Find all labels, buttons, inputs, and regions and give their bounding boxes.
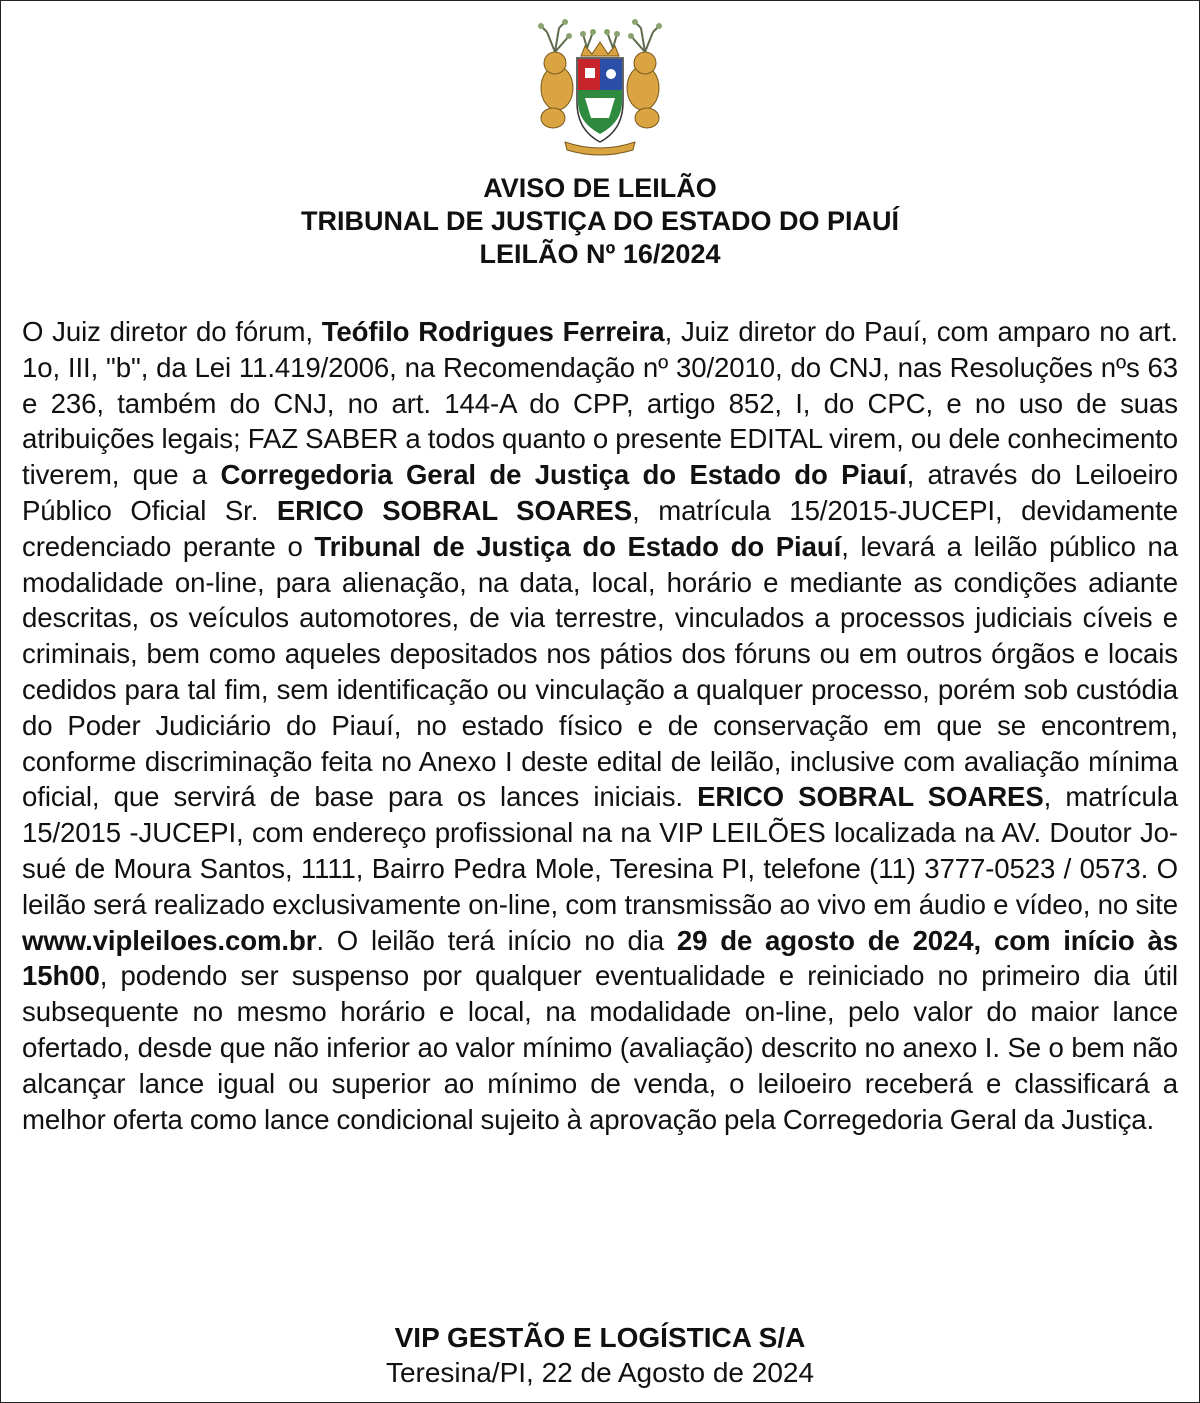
company-name: VIP GESTÃO E LOGÍSTICA S/A xyxy=(394,1322,806,1353)
corregedoria-name: Corregedoria Geral de Justiça do Estado do Piauí xyxy=(220,459,907,491)
body-text-segment: , levará a leilão público na modalidade on-line, para alienação, na data, local, horário e mediante as condições adiante descritas, os veículos automotores, de via terrestre, vinculados a processos judiciais cíveis e criminais, bem como aqueles depositados nos pátios dos fóruns ou em outros órgãos e locais cedidos para tal fim, sem identificação ou vinculação a qualquer processo, porém sob custódia do Poder Judiciário do Piauí, no estado físico e de conservação em que se encontrem, conforme discriminação feita no Anexo I deste edital de leilão, inclusive com avaliação mínima oficial, que servirá de base para os lances iniciais. xyxy=(22,530,1178,813)
auctioneer-name: ERICO SOBRAL SOARES xyxy=(697,781,1044,813)
body-text-segment: , matrícula 15/2015 -JUCEPI, com endereço profissional na na VIP LEILÕES localizada na AV. Doutor Jo- sué de Moura Santos, 1111, Bairro Pedra Mole, Teresina PI, telefone (11) 3777-0523 / 0573. O leilão será realizado exclusivamente on-line, com transmissão ao vivo em áudio e vídeo, no site xyxy=(22,781,1178,920)
body-text-segment: , podendo ser suspenso por qualquer eventualidade e reiniciado no primeiro dia útil subsequente no mesmo horário e local, na modalidade on-line, pelo valor do maior lance ofertado, desde que não inferior ao valor mínimo (avaliação) descrito no anexo I. Se o bem não alcançar lance igual ou superior ao mínimo de venda, o leiloeiro receberá e classificará a melhor oferta como lance condicional sujeito à aprovação pela Corregedoria Geral da Justiça. xyxy=(22,960,1178,1135)
court-name: TRIBUNAL DE JUSTIÇA DO ESTADO DO PIAUÍ xyxy=(300,206,900,236)
notice-header xyxy=(0,172,1200,271)
body-text-segment: . O leilão terá início no dia xyxy=(316,924,677,956)
coat-of-arms-icon xyxy=(525,18,675,158)
notice-footer xyxy=(0,1320,1200,1390)
body-text-segment: O Juiz diretor do fórum, xyxy=(22,316,322,347)
place-date: Teresina/PI, 22 de Agosto de 2024 xyxy=(385,1357,815,1388)
auctioneer-name: ERICO SOBRAL SOARES xyxy=(276,494,633,526)
auction-number: LEILÃO Nº 16/2024 xyxy=(479,239,721,269)
body-text-segment: , matrícula 15/2015-JUCEPI, devidamente credenciado perante o xyxy=(22,494,1178,562)
body-text-segment: , através do Leiloeiro Público Oficial Sr. xyxy=(22,459,1178,526)
auction-date: 29 de agosto de 2024, com início às 15h00 xyxy=(22,924,1178,992)
notice-body xyxy=(22,314,1178,1137)
notice-title: AVISO DE LEILÃO xyxy=(483,173,717,203)
website-link[interactable]: www.vipleiloes.com.br xyxy=(22,924,317,956)
tribunal-name: Tribunal de Justiça do Estado do Piauí xyxy=(314,530,842,562)
judge-name: Teófilo Rodrigues Ferreira xyxy=(321,316,665,347)
body-text-segment: , Juiz diretor do Pauí, com amparo no art. 1o, III, "b", da Lei 11.419/2006, na Recomendação nº 30/2010, do CNJ, nas Resoluções nºs 63 e 236, também do CNJ, no art. 144-A do CPP, artigo 852, I, do CPC, e no uso de suas atribuições legais; FAZ SABER a todos quanto o presente EDITAL virem, ou dele conhecimento tiverem, que a xyxy=(22,316,1178,491)
